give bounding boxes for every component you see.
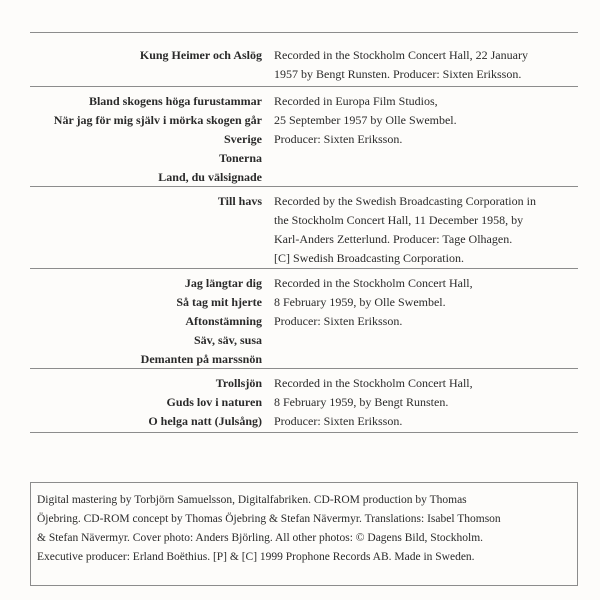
song-title: Bland skogens höga furustammar xyxy=(88,94,262,108)
note-line: 1957 by Bengt Runsten. Producer: Sixten Eriksson. xyxy=(274,67,522,81)
note-line: Producer: Sixten Eriksson. xyxy=(274,414,403,428)
recording-notes xyxy=(274,92,578,187)
divider-rule xyxy=(30,86,578,87)
song-title: Så tag mit hjerte xyxy=(176,295,262,309)
note-line: Recorded by the Swedish Broadcasting Corporation in xyxy=(274,194,536,208)
divider-rule xyxy=(30,432,578,433)
song-titles xyxy=(30,92,274,187)
note-line: Producer: Sixten Eriksson. xyxy=(274,314,403,328)
divider-rule xyxy=(30,368,578,369)
song-title: Sverige xyxy=(224,132,262,146)
song-titles xyxy=(30,46,274,84)
song-titles xyxy=(30,374,274,431)
song-title: Guds lov i naturen xyxy=(166,395,262,409)
credits-line: & Stefan Nävermyr. Cover photo: Anders Björling. All other photos: © Dagens Bild, Stockholm. xyxy=(37,532,484,544)
divider-rule xyxy=(30,186,578,187)
note-line: 25 September 1957 by Olle Swembel. xyxy=(274,113,457,127)
divider-rule xyxy=(30,268,578,269)
note-line: Producer: Sixten Eriksson. xyxy=(274,132,403,146)
note-line: Recorded in the Stockholm Concert Hall, xyxy=(274,276,473,290)
note-line: Recorded in the Stockholm Concert Hall, xyxy=(274,376,473,390)
recording-section xyxy=(30,274,578,369)
credits-box xyxy=(30,482,578,586)
song-title: Jag längtar dig xyxy=(184,276,262,290)
song-title: Tonerna xyxy=(219,151,262,165)
song-title: Demanten på marssnön xyxy=(140,352,262,366)
recording-notes xyxy=(274,374,578,431)
recording-notes xyxy=(274,274,578,369)
song-title: Land, du välsignade xyxy=(158,170,262,184)
song-title: Aftonstämning xyxy=(185,314,262,328)
credits-line: Öjebring. CD-ROM concept by Thomas Öjebring & Stefan Nävermyr. Translations: Isabel Thomson xyxy=(37,513,501,525)
song-title: O helga natt (Julsång) xyxy=(148,414,262,428)
note-line: the Stockholm Concert Hall, 11 December 1958, by xyxy=(274,213,524,227)
song-title: Kung Heimer och Aslög xyxy=(139,48,262,62)
song-title: Till havs xyxy=(217,194,262,208)
song-title: Säv, säv, susa xyxy=(193,333,262,347)
recording-section xyxy=(30,192,578,268)
recording-section xyxy=(30,374,578,431)
song-title: När jag för mig själv i mörka skogen går xyxy=(53,113,262,127)
divider-rule xyxy=(30,32,578,33)
note-line: 8 February 1959, by Olle Swembel. xyxy=(274,295,446,309)
song-titles xyxy=(30,274,274,369)
credits-line: Executive producer: Erland Boëthius. [P] & [C] 1999 Prophone Records AB. Made in Sweden. xyxy=(37,551,475,563)
recording-section xyxy=(30,46,578,84)
note-line: Recorded in Europa Film Studios, xyxy=(274,94,438,108)
song-titles xyxy=(30,192,274,268)
recording-section xyxy=(30,92,578,187)
credits-line: Digital mastering by Torbjörn Samuelsson, Digitalfabriken. CD-ROM production by Thomas xyxy=(37,494,467,506)
note-line: [C] Swedish Broadcasting Corporation. xyxy=(274,251,464,265)
song-title: Trollsjön xyxy=(215,376,262,390)
recording-notes xyxy=(274,192,578,268)
recording-notes xyxy=(274,46,578,84)
note-line: Karl-Anders Zetterlund. Producer: Tage Olhagen. xyxy=(274,232,513,246)
note-line: 8 February 1959, by Bengt Runsten. xyxy=(274,395,449,409)
note-line: Recorded in the Stockholm Concert Hall, 22 January xyxy=(274,48,528,62)
